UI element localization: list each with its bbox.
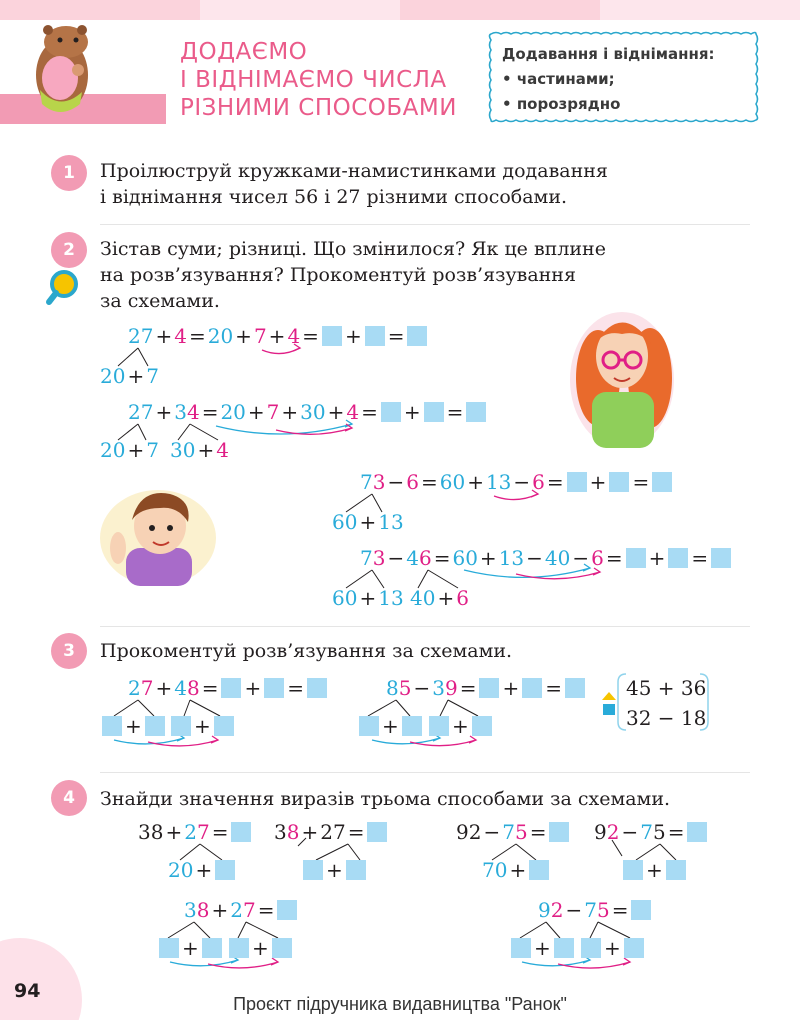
answer-box[interactable]: [666, 860, 686, 880]
info-box-text: [502, 42, 714, 117]
expression: 92 − 75 =: [538, 898, 652, 922]
expression: 27 + 34 = 20 + 7 + 30 + 4 = + =: [128, 400, 487, 424]
answer-box[interactable]: [554, 938, 574, 958]
answer-box[interactable]: [624, 938, 644, 958]
shapes-icon: [602, 692, 616, 715]
answer-box[interactable]: [668, 548, 688, 568]
info-title: Додавання і віднімання:: [502, 45, 715, 63]
side-expression: 32 − 18: [626, 706, 707, 730]
answer-box[interactable]: [231, 822, 251, 842]
answer-box[interactable]: [367, 822, 387, 842]
expression: 38 + 27 =: [184, 898, 298, 922]
answer-box[interactable]: [623, 860, 643, 880]
answer-box[interactable]: [631, 900, 651, 920]
expression: 38 + 27 =: [138, 820, 252, 844]
bracket: [618, 674, 626, 730]
task-number-badge: 4: [51, 780, 87, 816]
split-boxes: +: [510, 936, 575, 960]
arrow-arc: [170, 960, 238, 966]
arrow-arc: [522, 960, 590, 966]
split-expression: 70 +: [482, 858, 550, 882]
expression: 73 − 6 = 60 + 13 − 6 = + =: [360, 470, 673, 494]
answer-box[interactable]: [202, 938, 222, 958]
arrow-arc: [114, 738, 184, 744]
answer-box[interactable]: [472, 716, 492, 736]
expression: 92 − 75 =: [594, 820, 708, 844]
side-expression: 45 + 36: [626, 676, 707, 700]
answer-box[interactable]: [402, 716, 422, 736]
answer-box[interactable]: [652, 472, 672, 492]
boy-illustration: [100, 490, 216, 586]
split-boxes: +: [622, 858, 687, 882]
answer-box[interactable]: [264, 678, 284, 698]
split-boxes: +: [358, 714, 423, 738]
info-item: • частинами;: [502, 70, 615, 88]
answer-box[interactable]: [522, 678, 542, 698]
split-boxes: +: [170, 714, 235, 738]
answer-box[interactable]: [277, 900, 297, 920]
answer-box[interactable]: [221, 678, 241, 698]
split-boxes: +: [228, 936, 293, 960]
split-expression: 60 + 13: [332, 510, 404, 534]
task-number-badge: 2: [51, 232, 87, 268]
answer-box[interactable]: [424, 402, 444, 422]
expression: 27 + 48 = + =: [128, 676, 328, 700]
answer-box[interactable]: [307, 678, 327, 698]
divider: [100, 224, 750, 225]
answer-box[interactable]: [429, 716, 449, 736]
answer-box[interactable]: [565, 678, 585, 698]
task-text: Знайди значення виразів трьома способами за схемами.: [100, 788, 671, 810]
expression: 38 + 27 =: [274, 820, 388, 844]
split-expression: 40 + 6: [410, 586, 469, 610]
footer-text: Проєкт підручника видавництва "Ранок": [233, 994, 567, 1014]
split-boxes: +: [101, 714, 166, 738]
answer-box[interactable]: [479, 678, 499, 698]
expression: 73 − 46 = 60 + 13 − 40 − 6 = + =: [360, 546, 732, 570]
info-item: • порозрядно: [502, 95, 621, 113]
answer-box[interactable]: [359, 716, 379, 736]
answer-box[interactable]: [407, 326, 427, 346]
answer-box[interactable]: [687, 822, 707, 842]
answer-box[interactable]: [346, 860, 366, 880]
task-text: Проілюструй кружками-намистинками додавання і віднімання чисел 56 і 27 різними способами.: [100, 160, 608, 208]
split-boxes: +: [428, 714, 493, 738]
task-text: Зістав суми; різниці. Що змінилося? Як це вплине на розв’язування? Прокоментуй розв’язування за схемами.: [100, 238, 606, 312]
answer-box[interactable]: [214, 716, 234, 736]
expression: 92 − 75 =: [456, 820, 570, 844]
answer-box[interactable]: [365, 326, 385, 346]
answer-box[interactable]: [322, 326, 342, 346]
split-boxes: +: [158, 936, 223, 960]
answer-box[interactable]: [581, 938, 601, 958]
answer-box[interactable]: [102, 716, 122, 736]
split-expression: 30 + 4: [170, 438, 229, 462]
task-text: Прокоментуй розв’язування за схемами.: [100, 640, 513, 662]
arrow-arc: [372, 738, 440, 744]
answer-box[interactable]: [229, 938, 249, 958]
divider: [100, 626, 750, 627]
task-number-badge: 1: [51, 155, 87, 191]
answer-box[interactable]: [159, 938, 179, 958]
split-boxes: +: [580, 936, 645, 960]
answer-box[interactable]: [529, 860, 549, 880]
expression: 27 + 4 = 20 + 7 + 4 = + =: [128, 324, 428, 348]
answer-box[interactable]: [609, 472, 629, 492]
answer-box[interactable]: [511, 938, 531, 958]
answer-box[interactable]: [145, 716, 165, 736]
answer-box[interactable]: [215, 860, 235, 880]
page-number: 94: [14, 980, 41, 1002]
capybara-mascot-icon: [36, 25, 88, 112]
answer-box[interactable]: [626, 548, 646, 568]
magnifier-icon: [49, 272, 76, 302]
split-expression: 20 + 7: [100, 364, 159, 388]
answer-box[interactable]: [567, 472, 587, 492]
answer-box[interactable]: [466, 402, 486, 422]
split-boxes: +: [302, 858, 367, 882]
answer-box[interactable]: [272, 938, 292, 958]
split-expression: 60 + 13: [332, 586, 404, 610]
lesson-title: ДОДАЄМО І ВІДНІМАЄМО ЧИСЛА РІЗНИМИ СПОСОБАМИ: [180, 39, 457, 121]
expression: 85 − 39 = + =: [386, 676, 586, 700]
task-number-badge: 3: [51, 633, 87, 669]
answer-box[interactable]: [549, 822, 569, 842]
divider: [100, 772, 750, 773]
answer-box[interactable]: [171, 716, 191, 736]
answer-box[interactable]: [711, 548, 731, 568]
girl-illustration: [570, 312, 674, 448]
split-expression: 20 + 7: [100, 438, 159, 462]
answer-box[interactable]: [381, 402, 401, 422]
split-expression: 20 +: [168, 858, 236, 882]
answer-box[interactable]: [303, 860, 323, 880]
